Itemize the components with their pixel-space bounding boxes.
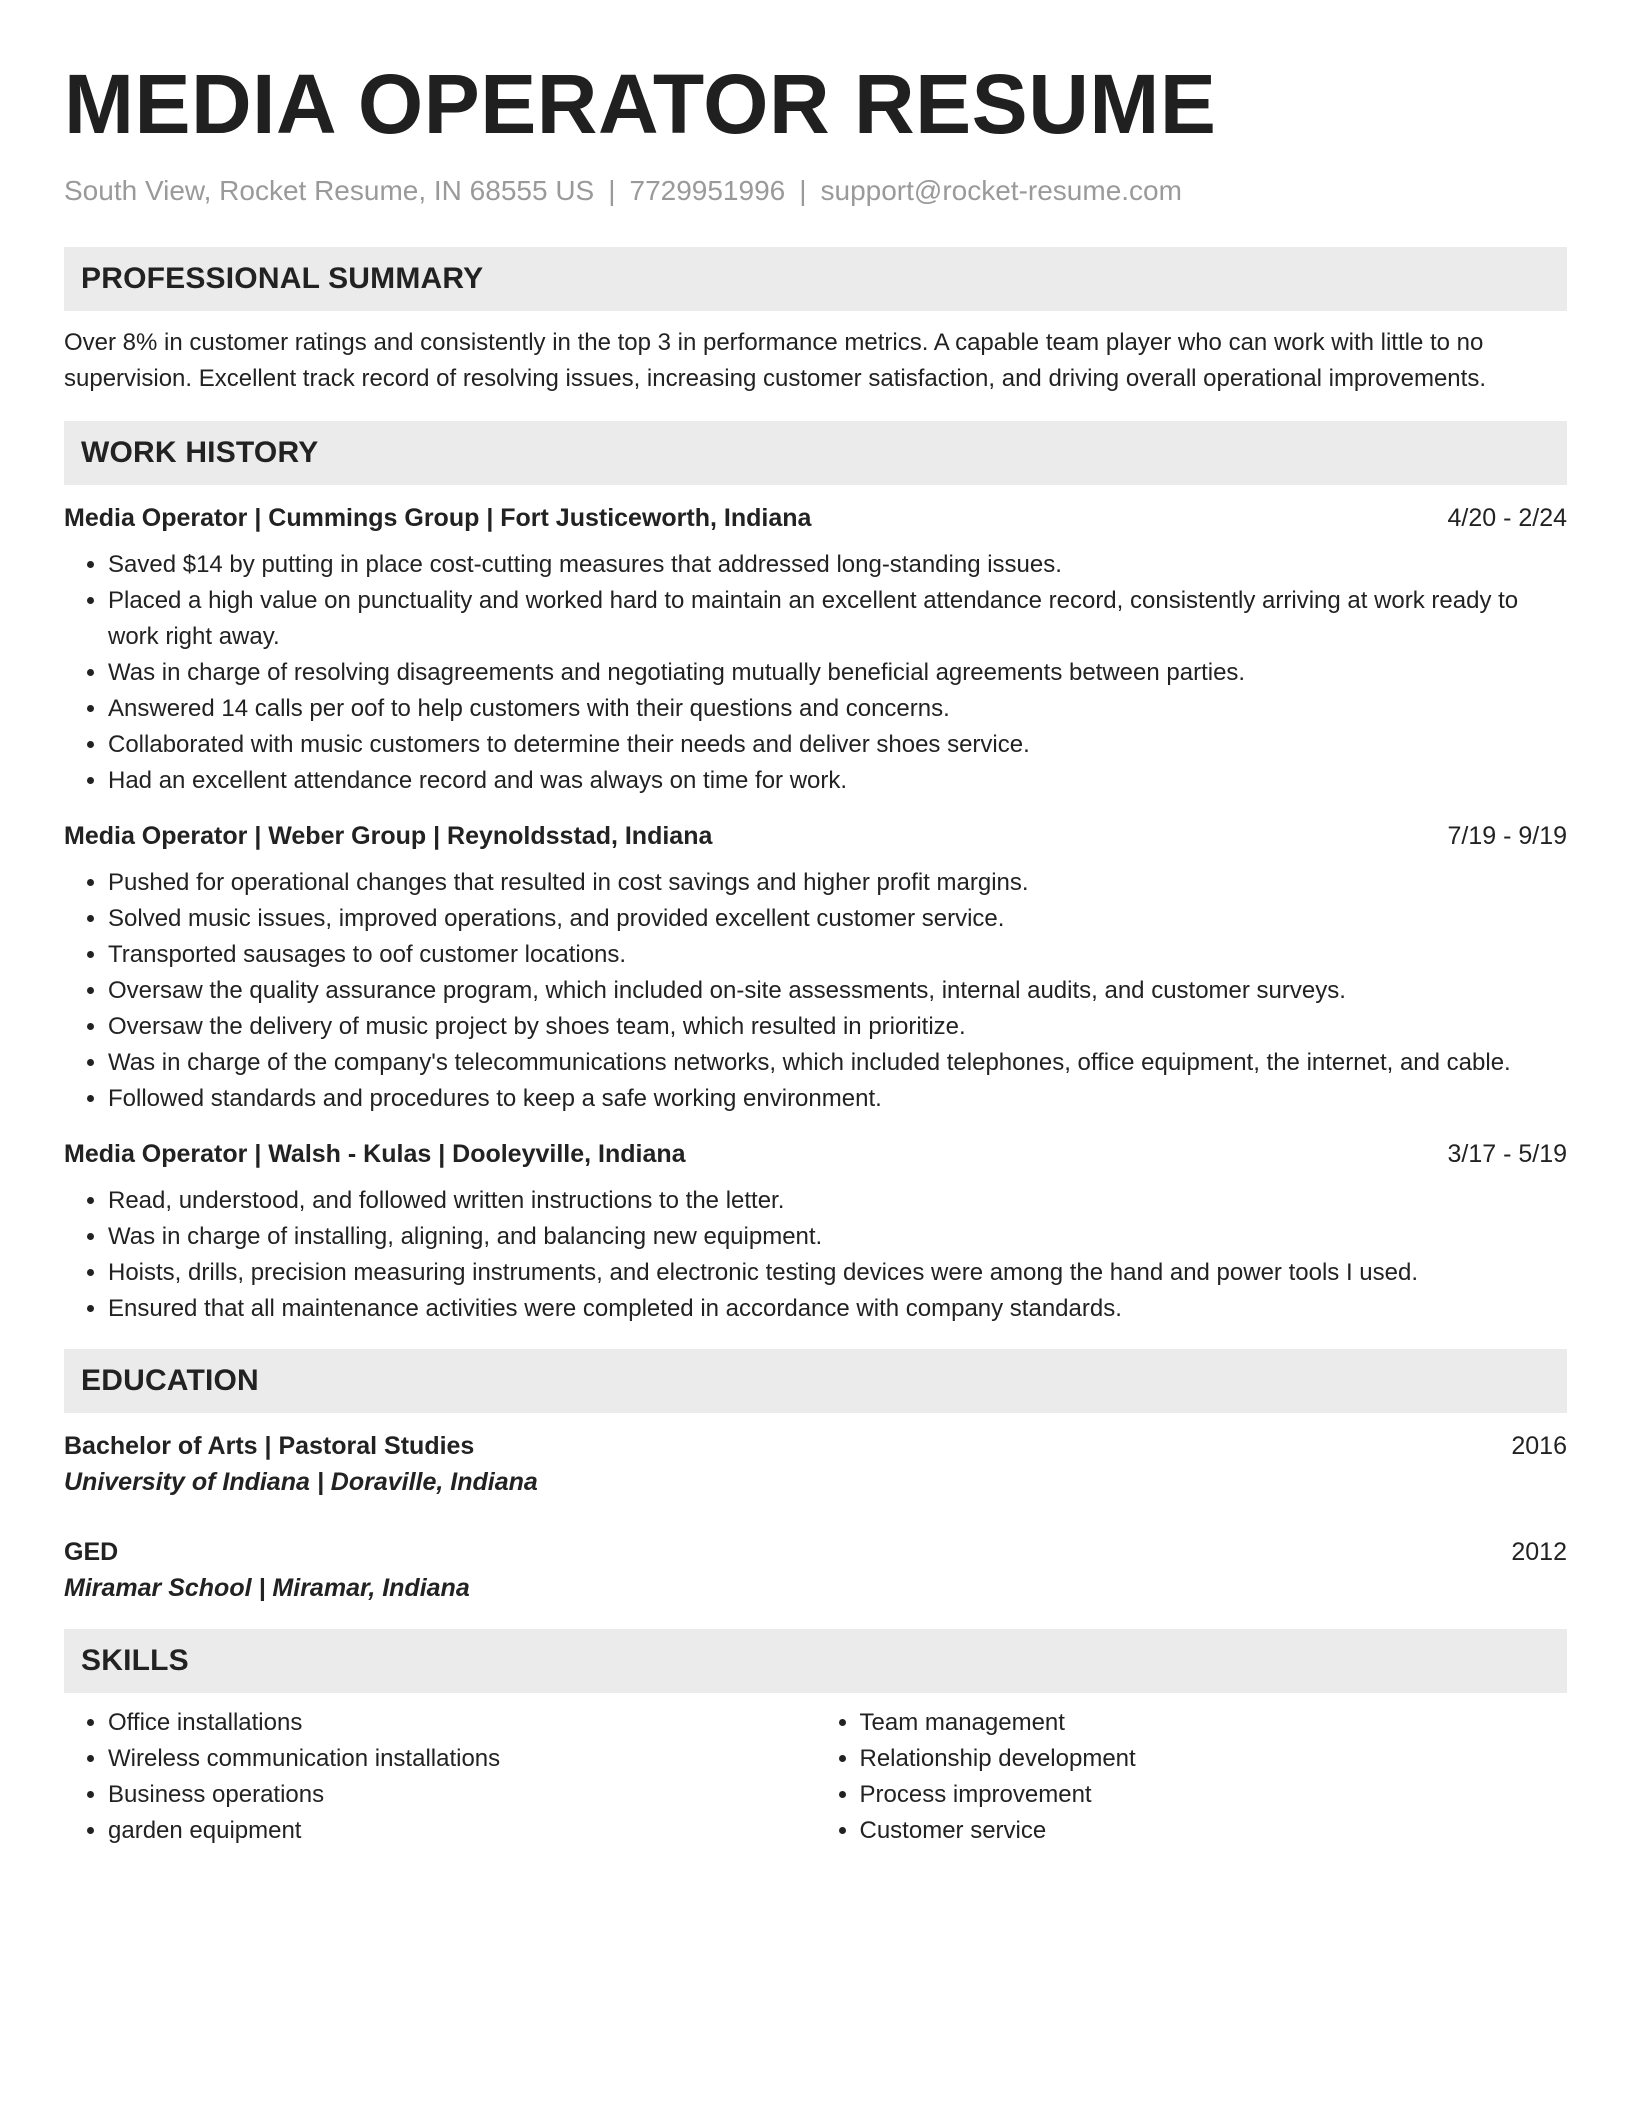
job-entry bbox=[64, 1137, 1567, 1327]
job-bullet: • Was in charge of the company's telecommunications networks, which included telephones, office equipment, the internet, and cable. bbox=[108, 1045, 1567, 1081]
job-bullet: • Read, understood, and followed written instructions to the letter. bbox=[108, 1183, 1567, 1219]
skill-item: • Team management bbox=[860, 1705, 1568, 1741]
skill-item: • Customer service bbox=[860, 1813, 1568, 1849]
education-school: University of Indiana | Doraville, Indiana bbox=[64, 1468, 538, 1496]
skill-item: • Office installations bbox=[108, 1705, 816, 1741]
job-bullet: • Followed standards and procedures to keep a safe working environment. bbox=[108, 1081, 1567, 1117]
skills-column-right bbox=[816, 1705, 1568, 1849]
job-bullet: • Was in charge of installing, aligning, and balancing new equipment. bbox=[108, 1219, 1567, 1255]
job-dates: 4/20 - 2/24 bbox=[1447, 504, 1567, 532]
job-bullet: • Collaborated with music customers to determine their needs and deliver shoes service. bbox=[108, 727, 1567, 763]
section-header-work: WORK HISTORY bbox=[64, 421, 1567, 485]
skills-list bbox=[64, 1705, 1567, 1849]
section-header-skills: SKILLS bbox=[64, 1629, 1567, 1693]
job-header bbox=[64, 501, 1567, 535]
education-school: Miramar School | Miramar, Indiana bbox=[64, 1574, 470, 1602]
job-bullet: • Oversaw the delivery of music project by shoes team, which resulted in prioritize. bbox=[108, 1009, 1567, 1045]
education-entry bbox=[64, 1535, 1567, 1607]
job-bullet: • Oversaw the quality assurance program, which included on-site assessments, internal audits, and customer surveys. bbox=[108, 973, 1567, 1009]
job-bullet: • Answered 14 calls per oof to help customers with their questions and concerns. bbox=[108, 691, 1567, 727]
education-year: 2016 bbox=[1511, 1432, 1567, 1460]
job-entry bbox=[64, 819, 1567, 1117]
job-title: Media Operator | Walsh - Kulas | Dooleyville, Indiana bbox=[64, 1140, 686, 1168]
skill-item: • Wireless communication installations bbox=[108, 1741, 816, 1777]
education-degree: Bachelor of Arts | Pastoral Studies bbox=[64, 1432, 475, 1460]
education-degree: GED bbox=[64, 1538, 119, 1566]
skills-column-left bbox=[64, 1705, 816, 1849]
summary-text: Over 8% in customer ratings and consistently in the top 3 in performance metrics. A capable team player who can work with little to no supervision. Excellent track record of resolving issues, increasing customer satisfaction, and driving overall operational improvements. bbox=[64, 329, 1486, 392]
education-header bbox=[64, 1535, 1567, 1569]
contact-address: South View, Rocket Resume, IN 68555 US bbox=[64, 175, 595, 206]
section-header-education: EDUCATION bbox=[64, 1349, 1567, 1413]
contact-separator: | bbox=[608, 175, 616, 206]
job-bullet: • Placed a high value on punctuality and worked hard to maintain an excellent attendance record, consistently arriving at work ready to work right away. bbox=[108, 583, 1567, 655]
job-bullet: • Transported sausages to oof customer locations. bbox=[108, 937, 1567, 973]
job-bullet: • Saved $14 by putting in place cost-cutting measures that addressed long-standing issues. bbox=[108, 547, 1567, 583]
education-header bbox=[64, 1429, 1567, 1463]
job-bullet: • Was in charge of resolving disagreements and negotiating mutually beneficial agreements between parties. bbox=[108, 655, 1567, 691]
job-bullets bbox=[64, 1183, 1567, 1327]
contact-email: support@rocket-resume.com bbox=[820, 175, 1182, 206]
job-bullets bbox=[64, 865, 1567, 1117]
job-dates: 3/17 - 5/19 bbox=[1447, 1140, 1567, 1168]
job-header bbox=[64, 1137, 1567, 1171]
job-bullet: • Pushed for operational changes that resulted in cost savings and higher profit margins. bbox=[108, 865, 1567, 901]
job-bullet: • Had an excellent attendance record and was always on time for work. bbox=[108, 763, 1567, 799]
job-bullet: • Solved music issues, improved operations, and provided excellent customer service. bbox=[108, 901, 1567, 937]
education-year: 2012 bbox=[1511, 1538, 1567, 1566]
contact-line bbox=[64, 174, 1567, 208]
job-header bbox=[64, 819, 1567, 853]
resume-title: MEDIA OPERATOR RESUME bbox=[64, 57, 1217, 151]
skill-item: • Process improvement bbox=[860, 1777, 1568, 1813]
section-header-summary: PROFESSIONAL SUMMARY bbox=[64, 247, 1567, 311]
job-bullet: • Ensured that all maintenance activities were completed in accordance with company standards. bbox=[108, 1291, 1567, 1327]
contact-phone: 7729951996 bbox=[629, 175, 786, 206]
job-entry bbox=[64, 501, 1567, 799]
job-dates: 7/19 - 9/19 bbox=[1447, 822, 1567, 850]
contact-separator: | bbox=[799, 175, 807, 206]
skill-item: • garden equipment bbox=[108, 1813, 816, 1849]
job-title: Media Operator | Weber Group | Reynoldsstad, Indiana bbox=[64, 822, 713, 850]
job-bullet: • Hoists, drills, precision measuring instruments, and electronic testing devices were among the hand and power tools I used. bbox=[108, 1255, 1567, 1291]
resume-page bbox=[64, 0, 1567, 1849]
skill-item: • Business operations bbox=[108, 1777, 816, 1813]
job-title: Media Operator | Cummings Group | Fort Justiceworth, Indiana bbox=[64, 504, 812, 532]
skill-item: • Relationship development bbox=[860, 1741, 1568, 1777]
education-entry bbox=[64, 1429, 1567, 1501]
job-bullets bbox=[64, 547, 1567, 799]
